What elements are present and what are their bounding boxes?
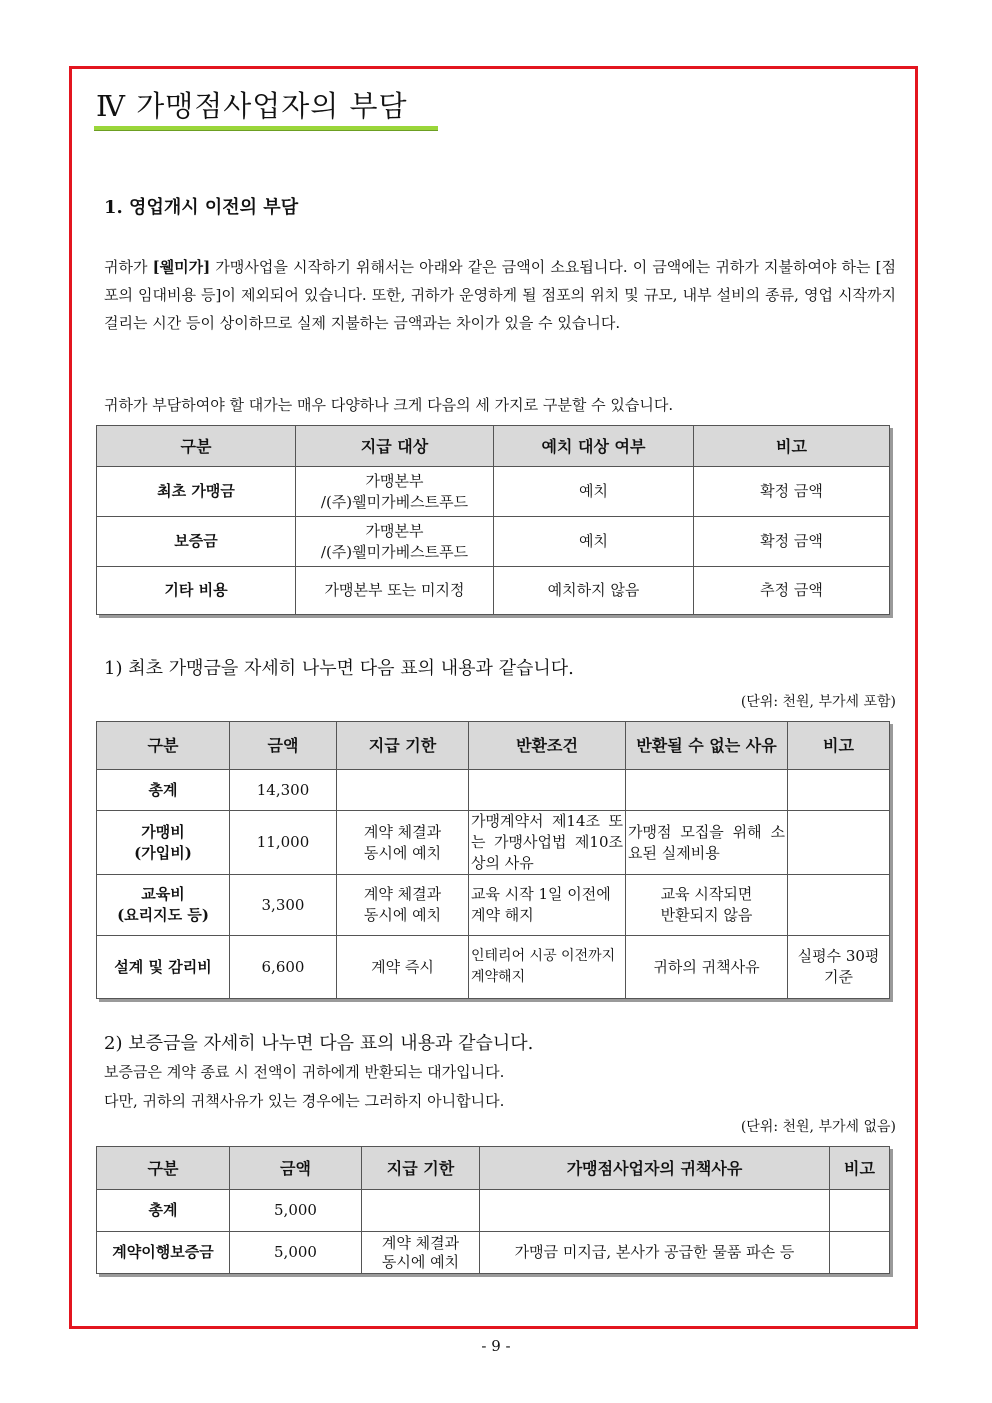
row-note (788, 811, 890, 875)
subsection-2-title: 2) 보증금을 자세히 나누면 다음 표의 내용과 같습니다. (104, 1033, 534, 1054)
header-category: 구분 (97, 1147, 230, 1190)
row-note (788, 875, 890, 936)
brand-name: [웰미가] (152, 258, 211, 276)
header-note: 비고 (788, 722, 890, 770)
row-refund-condition (469, 770, 626, 811)
row-refund-condition: 인테리어 시공 이전까지 계약해지 (469, 936, 626, 999)
row-escrow: 예치 (494, 517, 694, 567)
header-escrow: 예치 대상 여부 (494, 426, 694, 467)
initial-fee-table (96, 721, 890, 999)
table-row (97, 517, 890, 567)
row-amount: 11,000 (230, 811, 337, 875)
row-note (788, 770, 890, 811)
row-category: 가맹비 (가입비) (97, 811, 230, 875)
row-category: 최초 가맹금 (97, 467, 296, 517)
unit-note-1: (단위: 천원, 부가세 포함) (740, 694, 896, 710)
header-category: 구분 (97, 722, 230, 770)
row-deadline: 계약 체결과 동시에 예치 (362, 1232, 480, 1274)
payee-line1: 가맹본부 (365, 521, 424, 540)
table-row (97, 567, 890, 615)
intro-text-post: 가맹사업을 시작하기 위해서는 아래와 같은 금액이 소요됩니다. 이 금액에는 귀하가 지불하여야 하는 [점포의 임대비용 등]이 제외되어 있습니다. 또한, 귀하가 운영하게 될 점포의 위치 및 규모, 내부 설비의 종류, 영업 시작까지 걸리는 시간 등이 상이하므로 실제 지불하는 금액과는 차이가 있을 수 있습니다. (104, 258, 896, 332)
row-deadline: 계약 체결과 동시에 예치 (337, 875, 469, 936)
row-amount: 5,000 (230, 1232, 362, 1274)
row-category: 총계 (97, 770, 230, 811)
deposit-table (96, 1146, 890, 1274)
row-category: 기타 비용 (97, 567, 296, 615)
row-category: 총계 (97, 1190, 230, 1232)
row-payee: 가맹본부 또는 미지정 (296, 567, 494, 615)
table-row (97, 467, 890, 517)
chapter-underline (94, 126, 438, 131)
header-deadline: 지급 기한 (337, 722, 469, 770)
payee-line2: /(주)웰미가베스트푸드 (320, 492, 469, 511)
row-nonrefund-reason: 교육 시작되면 반환되지 않음 (626, 875, 788, 936)
table-row (97, 1232, 890, 1274)
header-amount: 금액 (230, 1147, 362, 1190)
deposit-description: 보증금은 계약 종료 시 전액이 귀하에게 반환되는 대가입니다. (104, 1063, 505, 1081)
row-category: 설계 및 감리비 (97, 936, 230, 999)
chapter-title: Ⅳ 가맹점사업자의 부담 (96, 89, 408, 123)
row-nonrefund-reason: 귀하의 귀책사유 (626, 936, 788, 999)
row-note: 확정 금액 (694, 517, 890, 567)
table-header-row (97, 426, 890, 467)
row-note (830, 1190, 890, 1232)
header-note: 비고 (694, 426, 890, 467)
table-row (97, 811, 890, 875)
table-row (97, 770, 890, 811)
row-amount: 14,300 (230, 770, 337, 811)
header-deadline: 지급 기한 (362, 1147, 480, 1190)
row-category: 보증금 (97, 517, 296, 567)
row-note: 확정 금액 (694, 467, 890, 517)
row-note: 실평수 30평 기준 (788, 936, 890, 999)
row-escrow: 예치 (494, 467, 694, 517)
row-category: 계약이행보증금 (97, 1232, 230, 1274)
payee-line1: 가맹본부 (365, 471, 424, 490)
row-note (830, 1232, 890, 1274)
table-row (97, 875, 890, 936)
row-note: 추정 금액 (694, 567, 890, 615)
row-nonrefund-reason: 가맹점 모집을 위해 소요된 실제비용 (626, 811, 788, 875)
payee-line2: /(주)웰미가베스트푸드 (320, 542, 469, 561)
row-refund-condition: 가맹계약서 제14조 또는 가맹사업법 제10조상의 사유 (469, 811, 626, 875)
row-payee (296, 467, 494, 517)
header-nonrefund-reason: 반환될 수 없는 사유 (626, 722, 788, 770)
row-deadline (337, 770, 469, 811)
cost-category-intro: 귀하가 부담하여야 할 대가는 매우 다양하나 크게 다음의 세 가지로 구분할 수 있습니다. (104, 396, 674, 414)
header-payee: 지급 대상 (296, 426, 494, 467)
cost-category-table (96, 425, 890, 615)
header-note: 비고 (830, 1147, 890, 1190)
section-title: 1. 영업개시 이전의 부담 (104, 197, 299, 218)
header-category: 구분 (97, 426, 296, 467)
deposit-exception: 다만, 귀하의 귀책사유가 있는 경우에는 그러하지 아니합니다. (104, 1092, 505, 1110)
row-amount: 3,300 (230, 875, 337, 936)
table-header-row (97, 1147, 890, 1190)
intro-paragraph (104, 253, 896, 337)
row-deadline: 계약 즉시 (337, 936, 469, 999)
row-category: 교육비 (요리지도 등) (97, 875, 230, 936)
header-refund-condition: 반환조건 (469, 722, 626, 770)
row-amount: 6,600 (230, 936, 337, 999)
page-number: - 9 - (481, 1337, 511, 1355)
row-deadline (362, 1190, 480, 1232)
row-escrow: 예치하지 않음 (494, 567, 694, 615)
row-refund-condition: 교육 시작 1일 이전에 계약 해지 (469, 875, 626, 936)
table-row (97, 1190, 890, 1232)
row-payee (296, 517, 494, 567)
header-fault-reason: 가맹점사업자의 귀책사유 (480, 1147, 830, 1190)
table-header-row (97, 722, 890, 770)
intro-text-pre: 귀하가 (104, 258, 153, 276)
subsection-1-title: 1) 최초 가맹금을 자세히 나누면 다음 표의 내용과 같습니다. (104, 658, 574, 679)
table-row (97, 936, 890, 999)
row-fault-reason (480, 1190, 830, 1232)
row-amount: 5,000 (230, 1190, 362, 1232)
row-nonrefund-reason (626, 770, 788, 811)
row-deadline: 계약 체결과 동시에 예치 (337, 811, 469, 875)
row-fault-reason: 가맹금 미지급, 본사가 공급한 물품 파손 등 (480, 1232, 830, 1274)
unit-note-2: (단위: 천원, 부가세 없음) (740, 1119, 896, 1135)
header-amount: 금액 (230, 722, 337, 770)
